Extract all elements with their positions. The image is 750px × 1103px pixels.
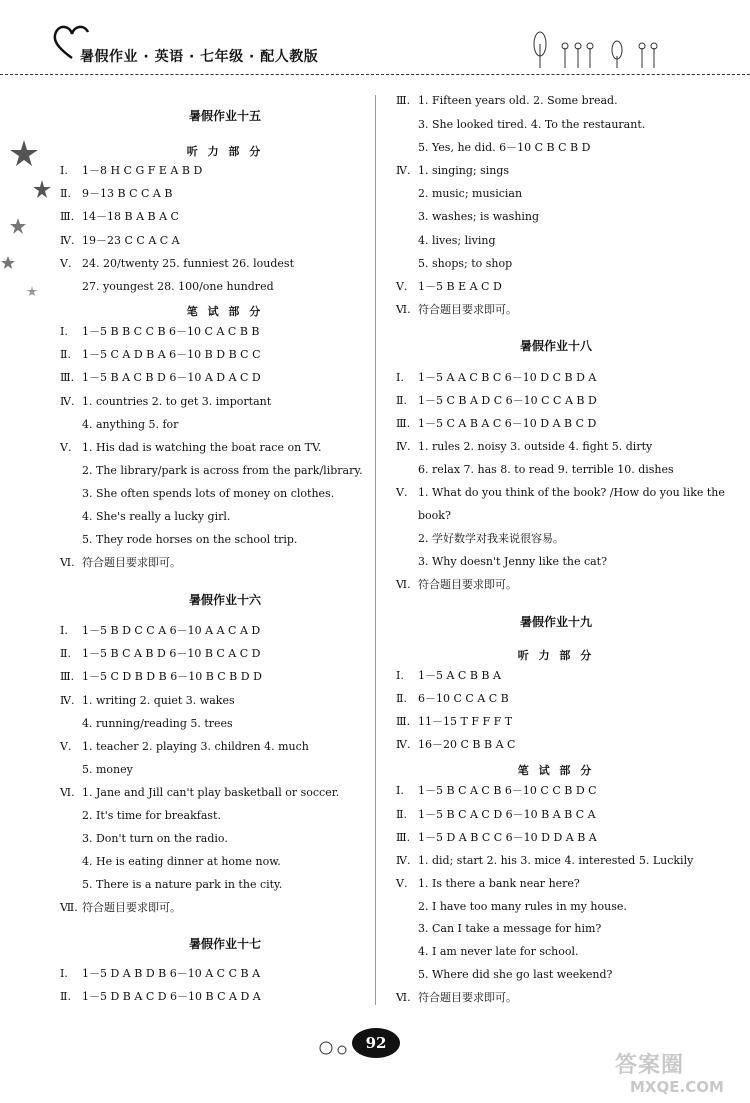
answer-line: 2. music; musician	[418, 187, 523, 200]
answer-line: Ⅰ. 1－5 D A B D B 6－10 A C C B A	[60, 967, 261, 980]
answer-line: Ⅳ. 1. countries 2. to get 3. important	[60, 395, 272, 408]
answer-line: Ⅰ. 1－5 B D C C A 6－10 A A C A D	[60, 624, 261, 637]
answer-line: 5. They rode horses on the school trip.	[82, 533, 298, 546]
answer-line: Ⅰ. 1－5 B B C C B 6－10 C A C B B	[60, 325, 260, 338]
answer-line: 2. It's time for breakfast.	[82, 809, 221, 822]
answer-line: 6. relax 7. has 8. to read 9. terrible 10. dishes	[418, 463, 674, 476]
answer-line: 5. Where did she go last weekend?	[418, 968, 613, 981]
answer-line: Ⅳ. 1. singing; sings	[396, 164, 510, 177]
answer-line: Ⅰ. 1－5 A C B B A	[396, 669, 501, 682]
tree-decoration-icon	[520, 30, 670, 70]
answer-line: 3. Can I take a message for him?	[418, 922, 602, 935]
section-title-18: 暑假作业十八	[519, 339, 592, 353]
answer-line: Ⅰ. 1－8 H C G F E A B D	[60, 164, 203, 177]
answer-line: Ⅲ. 1－5 C D B D B 6－10 B C B D D	[60, 670, 262, 683]
answer-line: 3. She looked tired. 4. To the restaurant.	[418, 118, 646, 131]
answer-line: 27. youngest 28. 100/one hundred	[82, 280, 274, 293]
section-title-17: 暑假作业十七	[188, 937, 261, 951]
answer-line: Ⅳ. 16－20 C B B A C	[396, 738, 516, 751]
answer-line: Ⅵ. 符合题目要求即可。	[396, 303, 517, 316]
answer-line: Ⅵ. 符合题目要求即可。	[396, 991, 517, 1004]
answer-line: Ⅲ. 1－5 D A B C C 6－10 D D A B A	[396, 831, 597, 844]
answer-line: 4. running/reading 5. trees	[82, 717, 233, 730]
answer-line: Ⅱ. 1－5 C A D B A 6－10 B D B C C	[60, 348, 261, 361]
answer-line: Ⅲ. 1. Fifteen years old. 2. Some bread.	[396, 94, 618, 107]
answer-line: 4. He is eating dinner at home now.	[82, 855, 281, 868]
answer-line: Ⅱ. 6－10 C C A C B	[396, 692, 509, 705]
listening-title: 听 力 部 分	[186, 145, 264, 158]
answer-line: 4. lives; living	[418, 234, 496, 247]
answer-line: Ⅴ. 1. What do you think of the book? /How do you like the	[396, 486, 725, 499]
answer-line: Ⅵ. 1. Jane and Jill can't play basketball or soccer.	[60, 786, 340, 799]
answer-line: Ⅳ. 1. rules 2. noisy 3. outside 4. fight 5. dirty	[396, 440, 653, 453]
answer-line: 5. There is a nature park in the city.	[82, 878, 283, 891]
answer-line: 5. money	[82, 763, 133, 776]
section-title-19: 暑假作业十九	[519, 615, 592, 629]
answer-line: 2. The library/park is across from the park/library.	[82, 464, 363, 477]
section-title-15: 暑假作业十五	[188, 109, 261, 123]
answer-line: Ⅲ. 11－15 T F F F T	[396, 715, 513, 728]
answer-line: Ⅱ. 1－5 C B A D C 6－10 C C A B D	[396, 394, 597, 407]
answer-line: 2. 学好数学对我来说很容易。	[418, 532, 564, 545]
answer-line: 5. shops; to shop	[418, 257, 513, 270]
answer-line: Ⅱ. 1－5 B C A C D 6－10 B A B C A	[396, 808, 596, 821]
watermark-url: MXQE.COM	[630, 1078, 724, 1096]
answer-line: Ⅲ. 14－18 B A B A C	[60, 210, 179, 223]
answer-line: Ⅵ. 符合题目要求即可。	[396, 578, 517, 591]
star-decoration-icon	[0, 130, 60, 310]
answer-line: 3. She often spends lots of money on clothes.	[82, 487, 335, 500]
answer-line: Ⅲ. 1－5 B A C B D 6－10 A D A C D	[60, 371, 261, 384]
answer-line: Ⅴ. 24. 20/twenty 25. funniest 26. loudest	[60, 257, 294, 270]
listening-title: 听 力 部 分	[517, 649, 595, 662]
answer-line: Ⅲ. 1－5 C A B A C 6－10 D A B C D	[396, 417, 597, 430]
answer-line: Ⅱ. 1－5 D B A C D 6－10 B C A D A	[60, 990, 261, 1003]
answer-line: 4. anything 5. for	[82, 418, 179, 431]
answer-line: 5. Yes, he did. 6－10 C B C B D	[418, 141, 591, 154]
page-number: 92	[352, 1028, 400, 1058]
answer-line: 3. Why doesn't Jenny like the cat?	[418, 555, 607, 568]
answer-line: Ⅱ. 9－13 B C C A B	[60, 187, 173, 200]
answer-line: book?	[418, 509, 451, 522]
answer-line: Ⅴ. 1. Is there a bank near here?	[396, 877, 580, 890]
answer-line: 3. washes; is washing	[418, 210, 540, 223]
header-title: 暑假作业 · 英语 · 七年级 · 配人教版	[80, 49, 319, 65]
column-divider	[375, 95, 376, 1005]
bubbles-decoration-icon	[318, 1040, 354, 1056]
answer-line: Ⅳ. 19－23 C C A C A	[60, 234, 180, 247]
answer-line: 2. I have too many rules in my house.	[418, 900, 627, 913]
section-title-16: 暑假作业十六	[188, 593, 261, 607]
answer-line: Ⅶ. 符合题目要求即可。	[60, 901, 181, 914]
answer-line: Ⅴ. 1. teacher 2. playing 3. children 4. much	[60, 740, 309, 753]
answer-line: Ⅵ. 符合题目要求即可。	[60, 556, 181, 569]
answer-line: 4. I am never late for school.	[418, 945, 579, 958]
header-divider	[0, 74, 750, 75]
answer-line: Ⅰ. 1－5 B C A C B 6－10 C C B D C	[396, 784, 597, 797]
answer-line: Ⅰ. 1－5 A A C B C 6－10 D C B D A	[396, 371, 597, 384]
watermark-logo: 答案圈	[615, 1053, 685, 1078]
page-header	[0, 0, 750, 90]
written-title: 笔 试 部 分	[517, 764, 595, 777]
answer-line: Ⅴ. 1－5 B E A C D	[396, 280, 502, 293]
answer-line: 3. Don't turn on the radio.	[82, 832, 228, 845]
answer-line: Ⅴ. 1. His dad is watching the boat race on TV.	[60, 441, 322, 454]
answer-line: Ⅱ. 1－5 B C A B D 6－10 B C A C D	[60, 647, 261, 660]
answer-line: 4. She's really a lucky girl.	[82, 510, 231, 523]
written-title: 笔 试 部 分	[186, 305, 264, 318]
answer-line: Ⅳ. 1. did; start 2. his 3. mice 4. interested 5. Luckily	[396, 854, 694, 867]
answer-line: Ⅳ. 1. writing 2. quiet 3. wakes	[60, 694, 235, 707]
